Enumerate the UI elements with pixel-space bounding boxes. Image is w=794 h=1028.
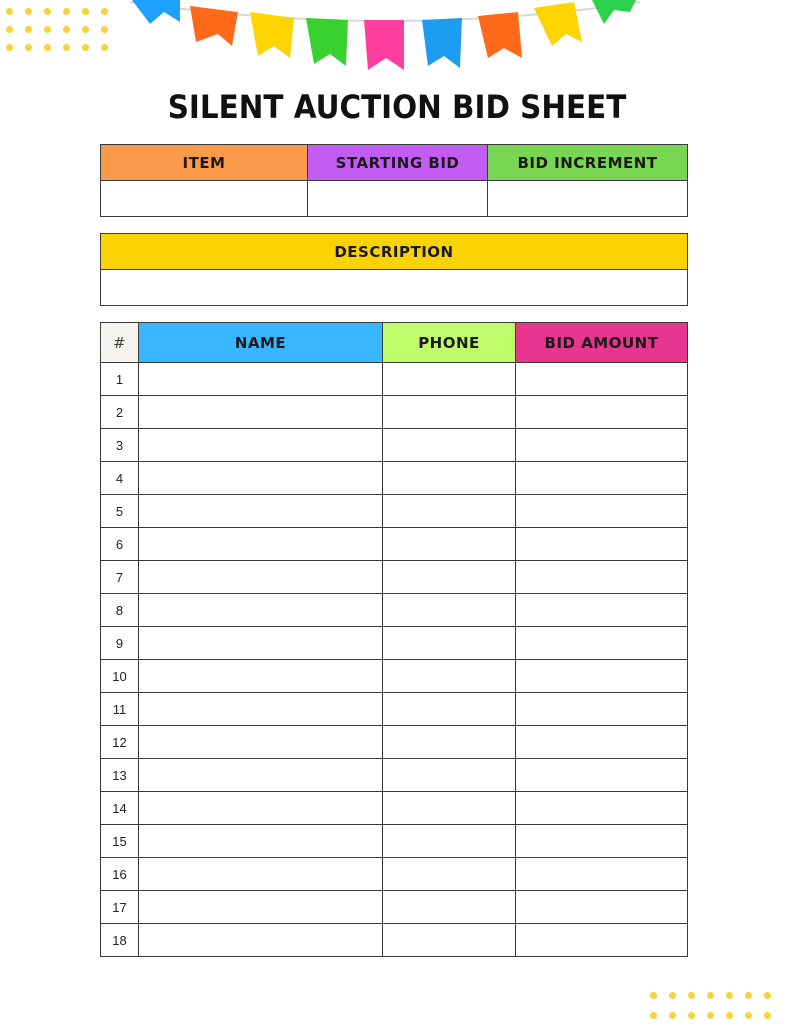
description-field[interactable]	[101, 270, 688, 306]
name-cell[interactable]	[139, 759, 383, 792]
bid-amount-header: BID AMOUNT	[516, 323, 688, 363]
table-row	[101, 528, 688, 561]
bid-increment-header: BID INCREMENT	[488, 145, 688, 181]
row-number: 4	[101, 462, 139, 495]
phone-cell[interactable]	[383, 924, 516, 957]
decorative-dot	[726, 992, 733, 999]
page-title: SILENT AUCTION BID SHEET	[167, 88, 627, 126]
phone-cell[interactable]	[383, 528, 516, 561]
row-number: 11	[101, 693, 139, 726]
phone-cell[interactable]	[383, 429, 516, 462]
name-cell[interactable]	[139, 891, 383, 924]
decorative-dot	[745, 1012, 752, 1019]
bid-amount-cell[interactable]	[516, 495, 688, 528]
bunting-flag	[132, 0, 180, 24]
phone-cell[interactable]	[383, 363, 516, 396]
bunting-flag	[306, 18, 348, 66]
name-cell[interactable]	[139, 825, 383, 858]
phone-cell[interactable]	[383, 495, 516, 528]
bid-amount-cell[interactable]	[516, 924, 688, 957]
row-number: 14	[101, 792, 139, 825]
row-number: 10	[101, 660, 139, 693]
name-cell[interactable]	[139, 726, 383, 759]
name-cell[interactable]	[139, 660, 383, 693]
item-info-table	[100, 144, 688, 217]
bid-amount-cell[interactable]	[516, 660, 688, 693]
name-cell[interactable]	[139, 429, 383, 462]
phone-cell[interactable]	[383, 627, 516, 660]
bunting-flag	[478, 12, 522, 58]
table-row	[101, 627, 688, 660]
phone-cell[interactable]	[383, 561, 516, 594]
decorative-dot	[688, 992, 695, 999]
table-row	[101, 924, 688, 957]
phone-cell[interactable]	[383, 825, 516, 858]
row-number: 6	[101, 528, 139, 561]
name-cell[interactable]	[139, 858, 383, 891]
bid-amount-cell[interactable]	[516, 528, 688, 561]
decorative-dot	[707, 1012, 714, 1019]
table-row	[101, 891, 688, 924]
decorative-dot	[650, 992, 657, 999]
phone-cell[interactable]	[383, 792, 516, 825]
bunting-flag	[592, 0, 636, 24]
bid-amount-cell[interactable]	[516, 693, 688, 726]
bid-amount-cell[interactable]	[516, 825, 688, 858]
row-number: 1	[101, 363, 139, 396]
bunting-flag	[190, 6, 238, 46]
decorative-dot	[688, 1012, 695, 1019]
phone-cell[interactable]	[383, 462, 516, 495]
row-number: 13	[101, 759, 139, 792]
description-table	[100, 233, 688, 306]
bid-amount-cell[interactable]	[516, 891, 688, 924]
row-number: 2	[101, 396, 139, 429]
decorative-dot	[669, 1012, 676, 1019]
table-row	[101, 792, 688, 825]
bunting-flag	[422, 18, 462, 68]
bid-amount-cell[interactable]	[516, 759, 688, 792]
phone-cell[interactable]	[383, 396, 516, 429]
row-number-header: #	[101, 323, 139, 363]
name-cell[interactable]	[139, 462, 383, 495]
bid-amount-cell[interactable]	[516, 462, 688, 495]
decorative-dot	[650, 1012, 657, 1019]
phone-cell[interactable]	[383, 660, 516, 693]
row-number: 3	[101, 429, 139, 462]
table-row	[101, 759, 688, 792]
decorative-dot	[764, 992, 771, 999]
table-row	[101, 693, 688, 726]
name-header: NAME	[139, 323, 383, 363]
name-cell[interactable]	[139, 363, 383, 396]
row-number: 18	[101, 924, 139, 957]
name-cell[interactable]	[139, 924, 383, 957]
table-row	[101, 825, 688, 858]
bid-amount-cell[interactable]	[516, 429, 688, 462]
item-field[interactable]	[101, 181, 308, 217]
name-cell[interactable]	[139, 693, 383, 726]
phone-cell[interactable]	[383, 726, 516, 759]
phone-cell[interactable]	[383, 891, 516, 924]
name-cell[interactable]	[139, 495, 383, 528]
name-cell[interactable]	[139, 792, 383, 825]
row-number: 8	[101, 594, 139, 627]
bid-increment-field[interactable]	[488, 181, 688, 217]
row-number: 5	[101, 495, 139, 528]
bid-amount-cell[interactable]	[516, 627, 688, 660]
bid-amount-cell[interactable]	[516, 726, 688, 759]
starting-bid-field[interactable]	[308, 181, 488, 217]
decorative-dot	[669, 992, 676, 999]
table-row	[101, 561, 688, 594]
row-number: 7	[101, 561, 139, 594]
name-cell[interactable]	[139, 396, 383, 429]
table-row	[101, 495, 688, 528]
bid-amount-cell[interactable]	[516, 396, 688, 429]
party-bunting-banner	[0, 0, 794, 90]
bunting-flag	[364, 20, 404, 70]
bunting-flag	[250, 12, 294, 58]
phone-cell[interactable]	[383, 858, 516, 891]
bid-amount-cell[interactable]	[516, 594, 688, 627]
item-header: ITEM	[101, 145, 308, 181]
starting-bid-header: STARTING BID	[308, 145, 488, 181]
decorative-dot	[764, 1012, 771, 1019]
table-row	[101, 594, 688, 627]
table-row	[101, 363, 688, 396]
row-number: 16	[101, 858, 139, 891]
name-cell[interactable]	[139, 627, 383, 660]
row-number: 17	[101, 891, 139, 924]
row-number: 9	[101, 627, 139, 660]
bunting-flag	[534, 2, 582, 46]
name-cell[interactable]	[139, 561, 383, 594]
bid-amount-cell[interactable]	[516, 561, 688, 594]
name-cell[interactable]	[139, 594, 383, 627]
table-row	[101, 858, 688, 891]
table-row	[101, 660, 688, 693]
phone-cell[interactable]	[383, 693, 516, 726]
phone-cell[interactable]	[383, 594, 516, 627]
bid-amount-cell[interactable]	[516, 792, 688, 825]
description-header: DESCRIPTION	[101, 234, 688, 270]
bid-table	[100, 322, 688, 957]
row-number: 15	[101, 825, 139, 858]
table-row	[101, 726, 688, 759]
table-row	[101, 429, 688, 462]
bid-amount-cell[interactable]	[516, 858, 688, 891]
bid-amount-cell[interactable]	[516, 363, 688, 396]
table-row	[101, 396, 688, 429]
decorative-dot	[745, 992, 752, 999]
table-row	[101, 462, 688, 495]
row-number: 12	[101, 726, 139, 759]
decorative-dot	[707, 992, 714, 999]
phone-cell[interactable]	[383, 759, 516, 792]
decorative-dot	[726, 1012, 733, 1019]
phone-header: PHONE	[383, 323, 516, 363]
name-cell[interactable]	[139, 528, 383, 561]
